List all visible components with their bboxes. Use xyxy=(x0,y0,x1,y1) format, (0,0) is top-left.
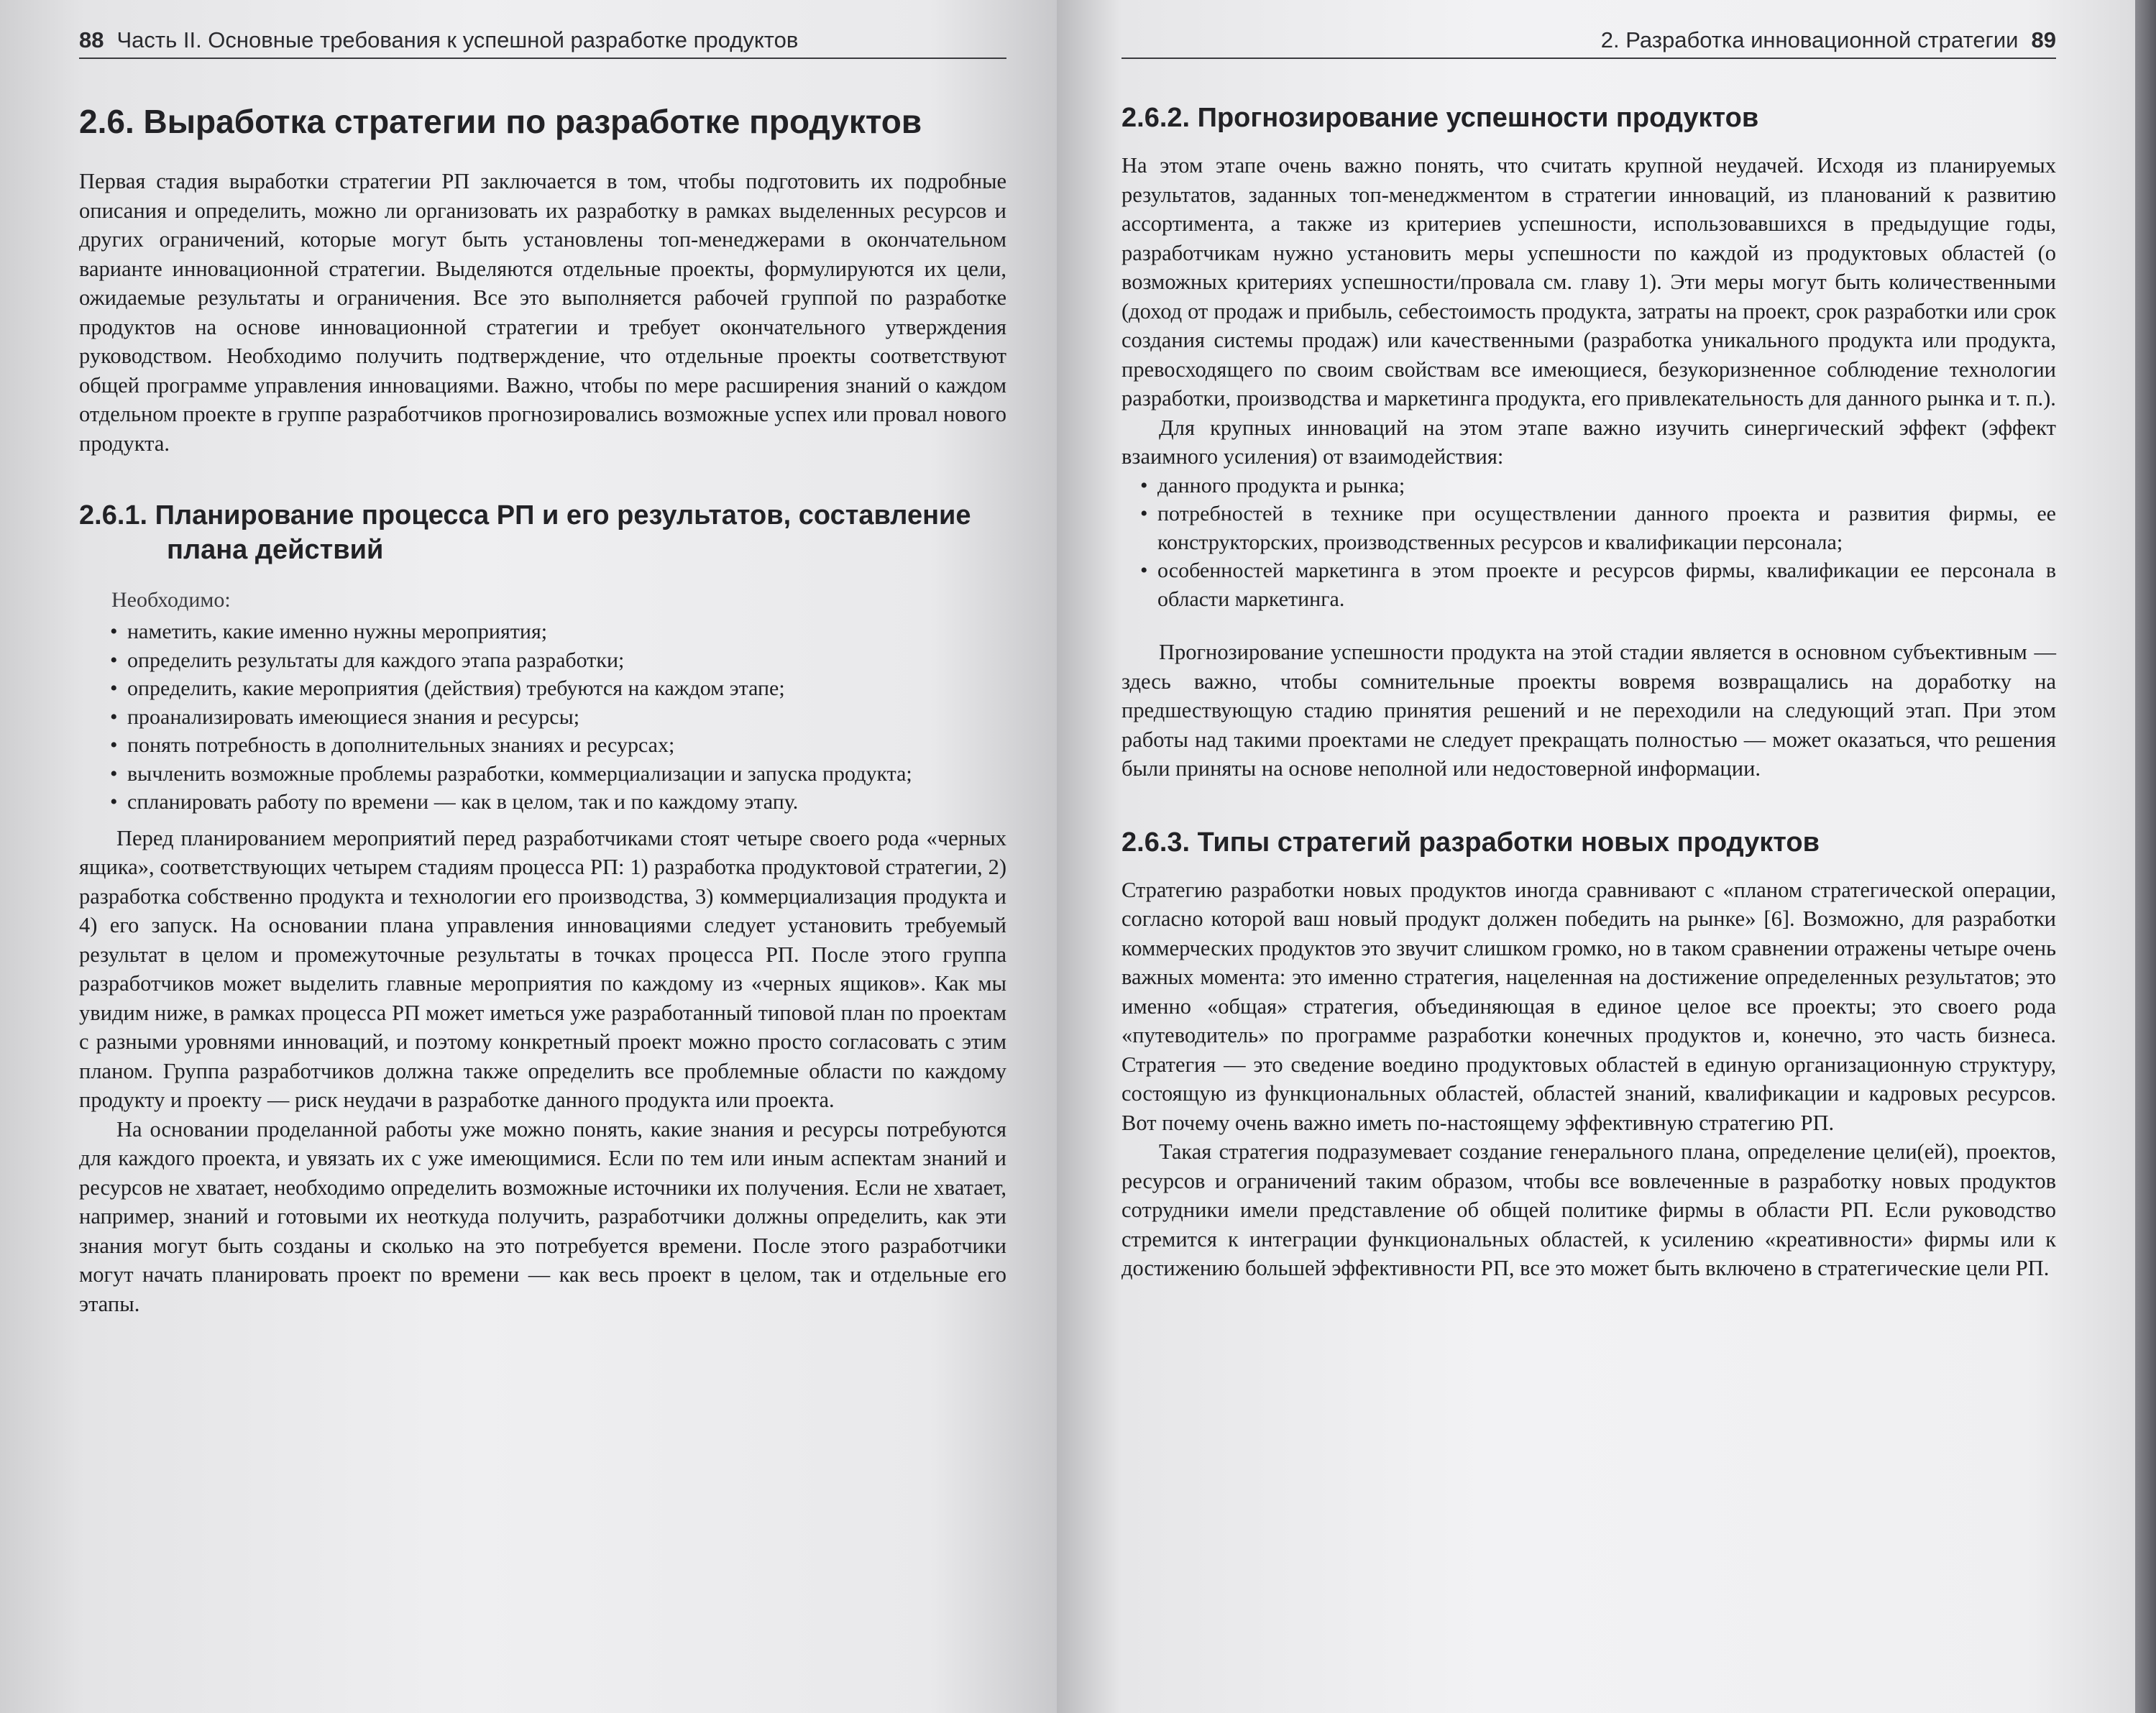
bullet-icon: • xyxy=(110,620,118,643)
section-2-6-2-bullet-list xyxy=(1121,472,2056,614)
list-item: • понять потребность в дополнительных знаниях и ресурсах; xyxy=(111,731,1006,760)
left-page xyxy=(0,0,1057,1713)
section-2-6-1-heading: 2.6.1. Планирование процесса РП и его результатов, составление плана действий xyxy=(79,500,971,565)
right-running-head-text: 2. Разработка инновационной стратегии xyxy=(1600,27,2019,52)
section-2-6-1-bullet-list xyxy=(79,617,1006,817)
list-item: • проанализировать имеющиеся знания и ресурсы; xyxy=(111,703,1006,732)
bullet-icon: • xyxy=(110,648,118,672)
section-2-6-1-lead-in: Необходимо: xyxy=(111,588,231,612)
bullet-icon: • xyxy=(110,704,118,729)
bullet-icon: • xyxy=(1140,502,1148,525)
list-item: • особенностей маркетинга в этом проекте и ресурсов фирмы, квалификации ее персонала в области маркетинга. xyxy=(1142,556,2056,613)
list-item: • наметить, какие именно нужны мероприятия; xyxy=(111,617,1006,646)
section-2-6-1-paragraph-2: На основании проделанной работы уже можно понять, какие знания и ресурсы потребуются для каждого проекта, и увязать их с уже имеющимися. Если по тем или иным аспектам знаний и ресурсов не хватает, необходимо определить возможные источники их получения. Если не хватает, например, знаний и готовыми их неоткуда получить, разработчики должны определить, как эти знания могут быть созданы и сколько на это потребуется времени. После этого разработчики могут начать планировать проект по времени — как весь проект в целом, так и отдельные его этапы. xyxy=(79,1116,1006,1316)
section-2-6-paragraph: Первая стадия выработки стратегии РП заключается в том, чтобы подготовить их подробные описания и определить, можно ли организовать их разработку в рамках выделенных ресурсов и других ограничений, которые могут быть установлены топ-менеджерами в окончательном варианте инновационной стратегии. Выделяются отдельные проекты, формулируются их цели, ожидаемые результаты и ограничения. Все это выполняется рабочей группой по разработке продуктов на основе инновационной стратегии и требует окончательного утверждения руководством. Необходимо получить подтверждение, что отдельные проекты соответствуют общей программе управления инновациями. Важно, чтобы по мере расширения знаний о каждом отдельном проекте в группе разработчиков прогнозировались возможные успех или провал нового продукта. xyxy=(79,169,1006,456)
list-item: • определить результаты для каждого этапа разработки; xyxy=(111,646,1006,675)
section-2-6-2-paragraph-2: Для крупных инноваций на этом этапе важно изучить синергический эффект (эффект взаимного усиления) от взаимодействия: xyxy=(1121,415,2056,469)
list-item: • данного продукта и рынка; xyxy=(1142,472,2056,500)
section-2-6-2-heading: 2.6.2. Прогнозирование успешности продуктов xyxy=(1121,103,1759,133)
bullet-icon: • xyxy=(1140,559,1148,582)
left-running-head-text: Часть II. Основные требования к успешной разработке продуктов xyxy=(116,27,799,52)
list-item: • потребностей в технике при осуществлении данного проекта и развития фирмы, ее конструкторских, производственных ресурсов и квалификации персонала; xyxy=(1142,500,2056,556)
right-page-number: 89 xyxy=(2031,27,2056,52)
bullet-icon: • xyxy=(110,733,118,757)
section-2-6-3-heading: 2.6.3. Типы стратегий разработки новых продуктов xyxy=(1121,827,1820,858)
section-2-6-2-paragraph-3: Прогнозирование успешности продукта на этой стадии является в основном субъективным — здесь важно, чтобы сомнительные проекты вовремя возвращались на доработку на предшествующую стадию принятия решений и не переходили на следующий этап. При этом работы над такими проектами не следует прекращать полностью — может оказаться, что решения были приняты на основе неполной или недостоверной информации. xyxy=(1121,640,2056,781)
right-running-head xyxy=(1121,27,2056,59)
book-cover-edge xyxy=(2135,0,2156,1713)
section-2-6-3-paragraph-2: Такая стратегия подразумевает создание генерального плана, определение цели(ей), проектов, ресурсов и ограничений таким образом, чтобы все вовлеченные в разработку новых продуктов сотрудники имели представление об общей политике фирмы в области РП. Если руководство стремится к интеграции функциональных областей, к усилению «креативности» фирмы или к достижению большей эффективности РП, все это может быть включено в стратегические цели РП. xyxy=(1121,1139,2056,1280)
left-page-number: 88 xyxy=(79,27,104,52)
left-running-head xyxy=(79,27,1006,59)
list-item: • спланировать работу по времени — как в целом, так и по каждому этапу. xyxy=(111,788,1006,817)
bullet-icon: • xyxy=(1140,473,1148,497)
list-item: • определить, какие мероприятия (действия) требуются на каждом этапе; xyxy=(111,674,1006,703)
section-2-6-2-paragraph-1: На этом этапе очень важно понять, что считать крупной неудачей. Исходя из планируемых результатов, заданных топ-менеджментом в стратегии инноваций, из планований к развитию ассортимента, а также из критериев успешности, использовавшихся в предыдущие годы, разработчикам нужно установить меры успешности по каждой из продуктовых областей (о возможных критериях успешности/провала см. главу 1). Эти меры могут быть количественными (доход от продаж и прибыль, себестоимость продукта, затраты на проект, срок разработки или срок создания системы продаж) или качественными (разработка уникального продукта или продукта, превосходящего по своим свойствам все имеющиеся, безукоризненное соблюдение технологии разработки, производства и маркетинга продукта, его привлекательность для данного рынка и т. п.). xyxy=(1121,153,2056,410)
bullet-icon: • xyxy=(110,790,118,814)
list-item: • вычленить возможные проблемы разработки, коммерциализации и запуска продукта; xyxy=(111,760,1006,789)
right-page xyxy=(1057,0,2135,1713)
section-2-6-3-paragraph-1: Стратегию разработки новых продуктов иногда сравнивают с «планом стратегической операции, согласно которой ваш новый продукт должен победить на рынке» [6]. Возможно, для разработки коммерческих продуктов это звучит слишком громко, но в таком сравнении отражены четыре очень важных момента: это именно стратегия, нацеленная на достижение определенных результатов; это именно «общая» стратегия, объединяющая в единое целое все проекты; это своего рода «путеводитель» по программе разработки конечных продуктов и, конечно, это часть бизнеса. Стратегия — это сведение воедино продуктовых областей в единую организационную структуру, состоящую из функциональных областей, областей знаний, квалификации и кадровых ресурсов. Вот почему очень важно иметь по-настоящему эффективную стратегию РП. xyxy=(1121,877,2056,1135)
section-2-6-1-paragraph-1: Перед планированием мероприятий перед разработчиками стоят четыре своего рода «черных ящика», соответствующих четырем стадиям процесса РП: 1) разработка продуктовой стратегии, 2) разработка собственно продукта и технологии его производства, 3) коммерциализация продукта и 4) его запуск. На основании плана управления инновациями следует установить требуемый результат в целом и промежуточные результаты в точках процесса РП. После этого группа разработчиков может выделить главные мероприятия по каждому из «черных ящиков». Как мы увидим ниже, в рамках процесса РП может иметься уже разработанный типовой план по проектам с разными уровнями инноваций, и поэтому конкретный проект можно просто согласовать с этим планом. Группа разработчиков должна также определить все проблемные области по каждому продукту и проекту — риск неудачи в разработке данного продукта или проекта. xyxy=(79,825,1006,1112)
bullet-icon: • xyxy=(110,761,118,786)
bullet-icon: • xyxy=(110,676,118,700)
section-2-6-heading: 2.6. Выработка стратегии по разработке продуктов xyxy=(79,103,922,140)
